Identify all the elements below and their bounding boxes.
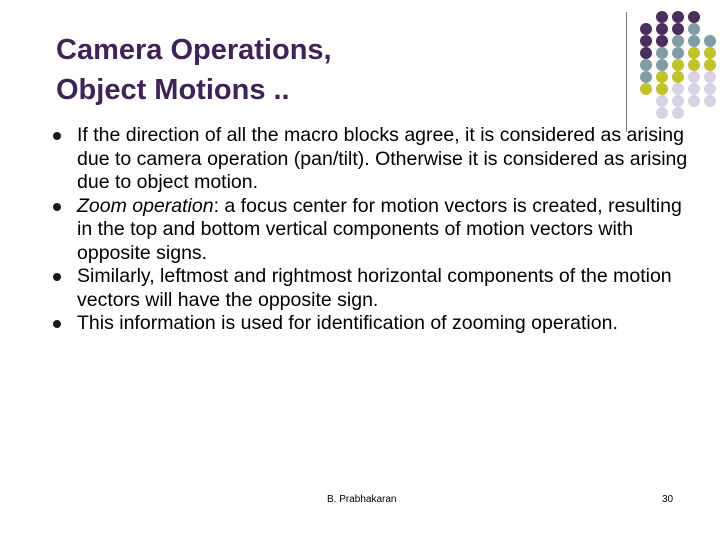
decorative-dot	[704, 83, 716, 95]
title-line-2: Object Motions ..	[56, 74, 290, 106]
bullet-text: This information is used for identification of zooming operation.	[77, 312, 618, 334]
decorative-dot	[672, 23, 684, 35]
title-line-1: Camera Operations,	[56, 34, 332, 66]
decorative-dot	[688, 59, 700, 71]
decorative-dot	[688, 23, 700, 35]
decorative-dot	[640, 59, 652, 71]
bullet-dot-icon	[53, 273, 61, 281]
bullet-dot-icon	[53, 132, 61, 140]
decorative-dot	[672, 83, 684, 95]
decorative-dot	[704, 71, 716, 83]
decorative-dot	[656, 71, 668, 83]
decorative-dot	[672, 47, 684, 59]
decorative-dot	[656, 35, 668, 47]
decorative-dot	[672, 95, 684, 107]
decorative-dot	[640, 71, 652, 83]
bullet-item	[50, 195, 690, 266]
decorative-dot	[672, 35, 684, 47]
decorative-dot	[688, 47, 700, 59]
decorative-divider	[626, 12, 627, 132]
decorative-dot	[656, 95, 668, 107]
decorative-dot	[640, 47, 652, 59]
decorative-dot	[704, 47, 716, 59]
decorative-dot	[672, 107, 684, 119]
decorative-dot	[640, 83, 652, 95]
decorative-dot	[656, 59, 668, 71]
decorative-dot	[688, 83, 700, 95]
decorative-dot	[656, 107, 668, 119]
decorative-dot	[672, 71, 684, 83]
decorative-dot	[640, 23, 652, 35]
slide-title	[56, 30, 576, 110]
decorative-dot	[656, 11, 668, 23]
decorative-dot	[672, 59, 684, 71]
decorative-dot	[704, 35, 716, 47]
bullet-item	[50, 124, 690, 195]
decorative-dot	[656, 83, 668, 95]
bullet-item	[50, 312, 690, 336]
bullet-lead-term: Zoom operation	[77, 194, 214, 217]
page-number: 30	[662, 494, 674, 505]
bullet-dot-icon	[53, 203, 61, 211]
bullet-text: Similarly, leftmost and rightmost horizontal components of the motion vectors will have the opposite sign.	[77, 265, 672, 311]
decorative-dot	[656, 23, 668, 35]
decorative-dot-grid	[638, 9, 718, 119]
bullet-text: : a focus center for motion vectors is created, resulting in the top and bottom vertical components of motion vectors with opposite signs.	[77, 194, 682, 264]
decorative-dot	[688, 35, 700, 47]
bullet-text: If the direction of all the macro blocks agree, it is considered as arising due to camera operation (pan/tilt). Otherwise it is considered as arising due to object motion.	[77, 124, 688, 193]
decorative-dot	[640, 35, 652, 47]
decorative-dot	[704, 95, 716, 107]
decorative-dot	[672, 11, 684, 23]
footer-author: B. Prabhakaran	[327, 494, 397, 505]
decorative-dot	[704, 59, 716, 71]
decorative-dot	[656, 47, 668, 59]
bullet-item	[50, 265, 690, 312]
decorative-dot	[688, 71, 700, 83]
bullet-list	[50, 124, 690, 336]
decorative-dot	[688, 11, 700, 23]
bullet-dot-icon	[53, 320, 61, 328]
decorative-dot	[688, 95, 700, 107]
